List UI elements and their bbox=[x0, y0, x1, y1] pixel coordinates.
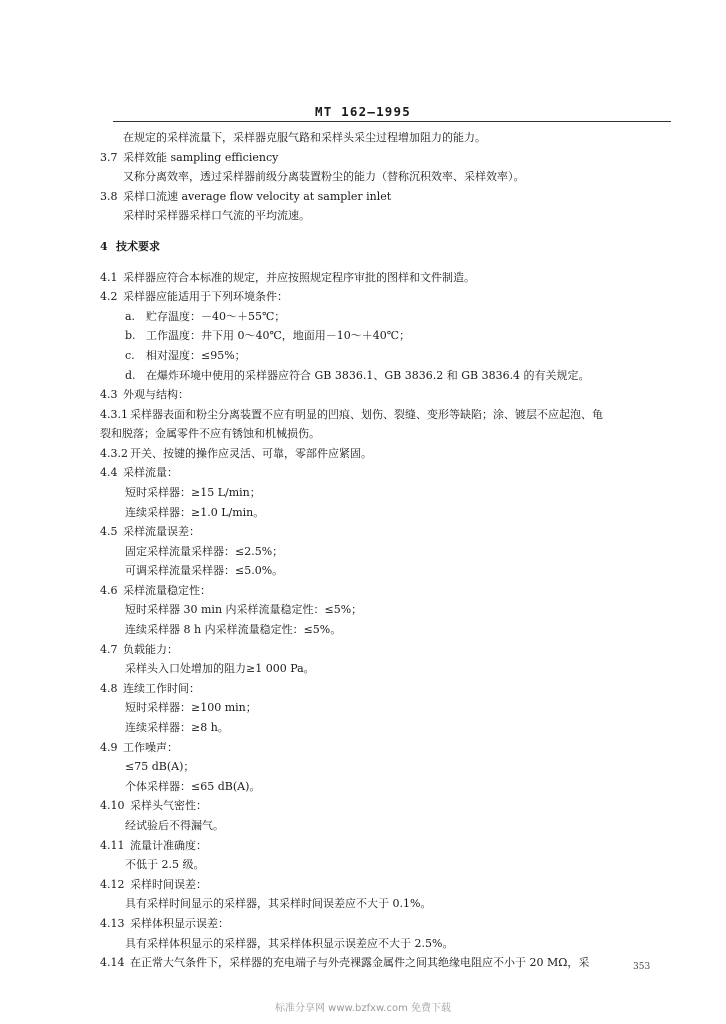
section-4-8: 4.8 连续工作时间： bbox=[100, 681, 200, 695]
section-4-4: 4.4 采样流量： bbox=[100, 466, 178, 480]
section-4-14: 4.14 在正常大气条件下，采样器的充电端子与外壳裸露金属件之间其绝缘电阻应不小于 20 MΩ，采 bbox=[100, 956, 590, 970]
requirement-line: 连续采样器：≥8 h。 bbox=[125, 721, 229, 735]
page-number: 353 bbox=[633, 962, 651, 972]
section-4-heading: 4 技术要求 bbox=[100, 239, 160, 253]
section-3-8-body: 采样时采样器采样口气流的平均流速。 bbox=[123, 209, 310, 223]
section-4-6: 4.6 采样流量稳定性： bbox=[100, 583, 211, 597]
requirement-line: 不低于 2.5 级。 bbox=[125, 858, 205, 872]
section-4-13: 4.13 采样体积显示误差： bbox=[100, 916, 229, 930]
requirement-line: 可调采样流量采样器：≤5.0%。 bbox=[125, 564, 284, 578]
list-item: b. 工作温度：井下用 0～40℃，地面用－10～＋40℃； bbox=[125, 329, 411, 343]
section-4-9: 4.9 工作噪声： bbox=[100, 740, 178, 754]
requirement-line: 固定采样流量采样器：≤2.5%； bbox=[125, 544, 284, 558]
requirement-line: 短时采样器：≥15 L/min； bbox=[125, 485, 261, 499]
list-item: d. 在爆炸环境中使用的采样器应符合 GB 3836.1、GB 3836.2 和 GB 3836.4 的有关规定。 bbox=[125, 368, 590, 382]
list-item: c. 相对湿度：≤95%； bbox=[125, 348, 246, 362]
section-4-3-1: 4.3.1 采样器表面和粉尘分离装置不应有明显的凹痕、划伤、裂缝、变形等缺陷；涂、镀层不应起泡、龟 裂和脱落；金属零件不应有锈蚀和机械损伤。 bbox=[100, 407, 603, 441]
section-4-1: 4.1 采样器应符合本标准的规定，并应按照规定程序审批的图样和文件制造。 bbox=[100, 270, 475, 284]
section-3-8 bbox=[100, 187, 685, 207]
requirement-line: 短时采样器 30 min 内采样流量稳定性：≤5%； bbox=[125, 603, 363, 617]
requirement-line: 连续采样器：≥1.0 L/min。 bbox=[125, 505, 265, 519]
requirement-line: 连续采样器 8 h 内采样流量稳定性：≤5%。 bbox=[125, 623, 342, 637]
section-3-7-body: 又称分离效率，透过采样器前级分离装置粉尘的能力（替称沉积效率、采样效率）。 bbox=[123, 170, 525, 184]
requirement-line: 具有采样体积显示的采样器，其采样体积显示误差应不大于 2.5%。 bbox=[125, 936, 454, 950]
requirement-line: 具有采样时间显示的采样器，其采样时间误差应不大于 0.1%。 bbox=[125, 897, 432, 911]
list-item: a. 贮存温度：－40～＋55℃； bbox=[125, 309, 286, 323]
requirement-line: 采样头入口处增加的阻力≥1 000 Pa。 bbox=[125, 662, 315, 676]
requirement-line: 个体采样器：≤65 dB(A)。 bbox=[125, 779, 261, 793]
section-4-12: 4.12 采样时间误差： bbox=[100, 877, 207, 891]
page-header bbox=[0, 101, 726, 120]
header-rule bbox=[113, 121, 671, 122]
watermark: 标准分享网 www.bzfxw.com 免费下载 bbox=[275, 1003, 451, 1014]
section-title: 采样效能 sampling efficiency bbox=[123, 150, 279, 164]
section-3-7 bbox=[100, 148, 685, 168]
section-4-3-2: 4.3.2 开关、按键的操作应灵活、可靠，零部件应紧固。 bbox=[100, 446, 372, 460]
section-4-5: 4.5 采样流量误差： bbox=[100, 525, 200, 539]
section-number: 3.7 bbox=[100, 150, 118, 164]
intro-line: 在规定的采样流量下，采样器克服气路和采样头采尘过程增加阻力的能力。 bbox=[123, 131, 486, 144]
requirement-line: 短时采样器：≥100 min； bbox=[125, 701, 257, 715]
section-title: 采样口流速 average flow velocity at sampler inlet bbox=[123, 189, 392, 203]
section-number: 3.8 bbox=[100, 189, 118, 203]
document-body bbox=[100, 128, 685, 973]
requirement-line: 经试验后不得漏气。 bbox=[125, 819, 224, 832]
section-4-11: 4.11 流量计准确度： bbox=[100, 838, 207, 852]
section-4-2: 4.2 采样器应能适用于下列环境条件： bbox=[100, 290, 288, 304]
section-4-7: 4.7 负载能力： bbox=[100, 642, 178, 656]
standard-number: MT 162—1995 bbox=[315, 104, 411, 119]
requirement-line: ≤75 dB(A)； bbox=[125, 760, 195, 774]
section-4-3: 4.3 外观与结构： bbox=[100, 388, 189, 402]
section-4-10: 4.10 采样头气密性： bbox=[100, 799, 207, 813]
